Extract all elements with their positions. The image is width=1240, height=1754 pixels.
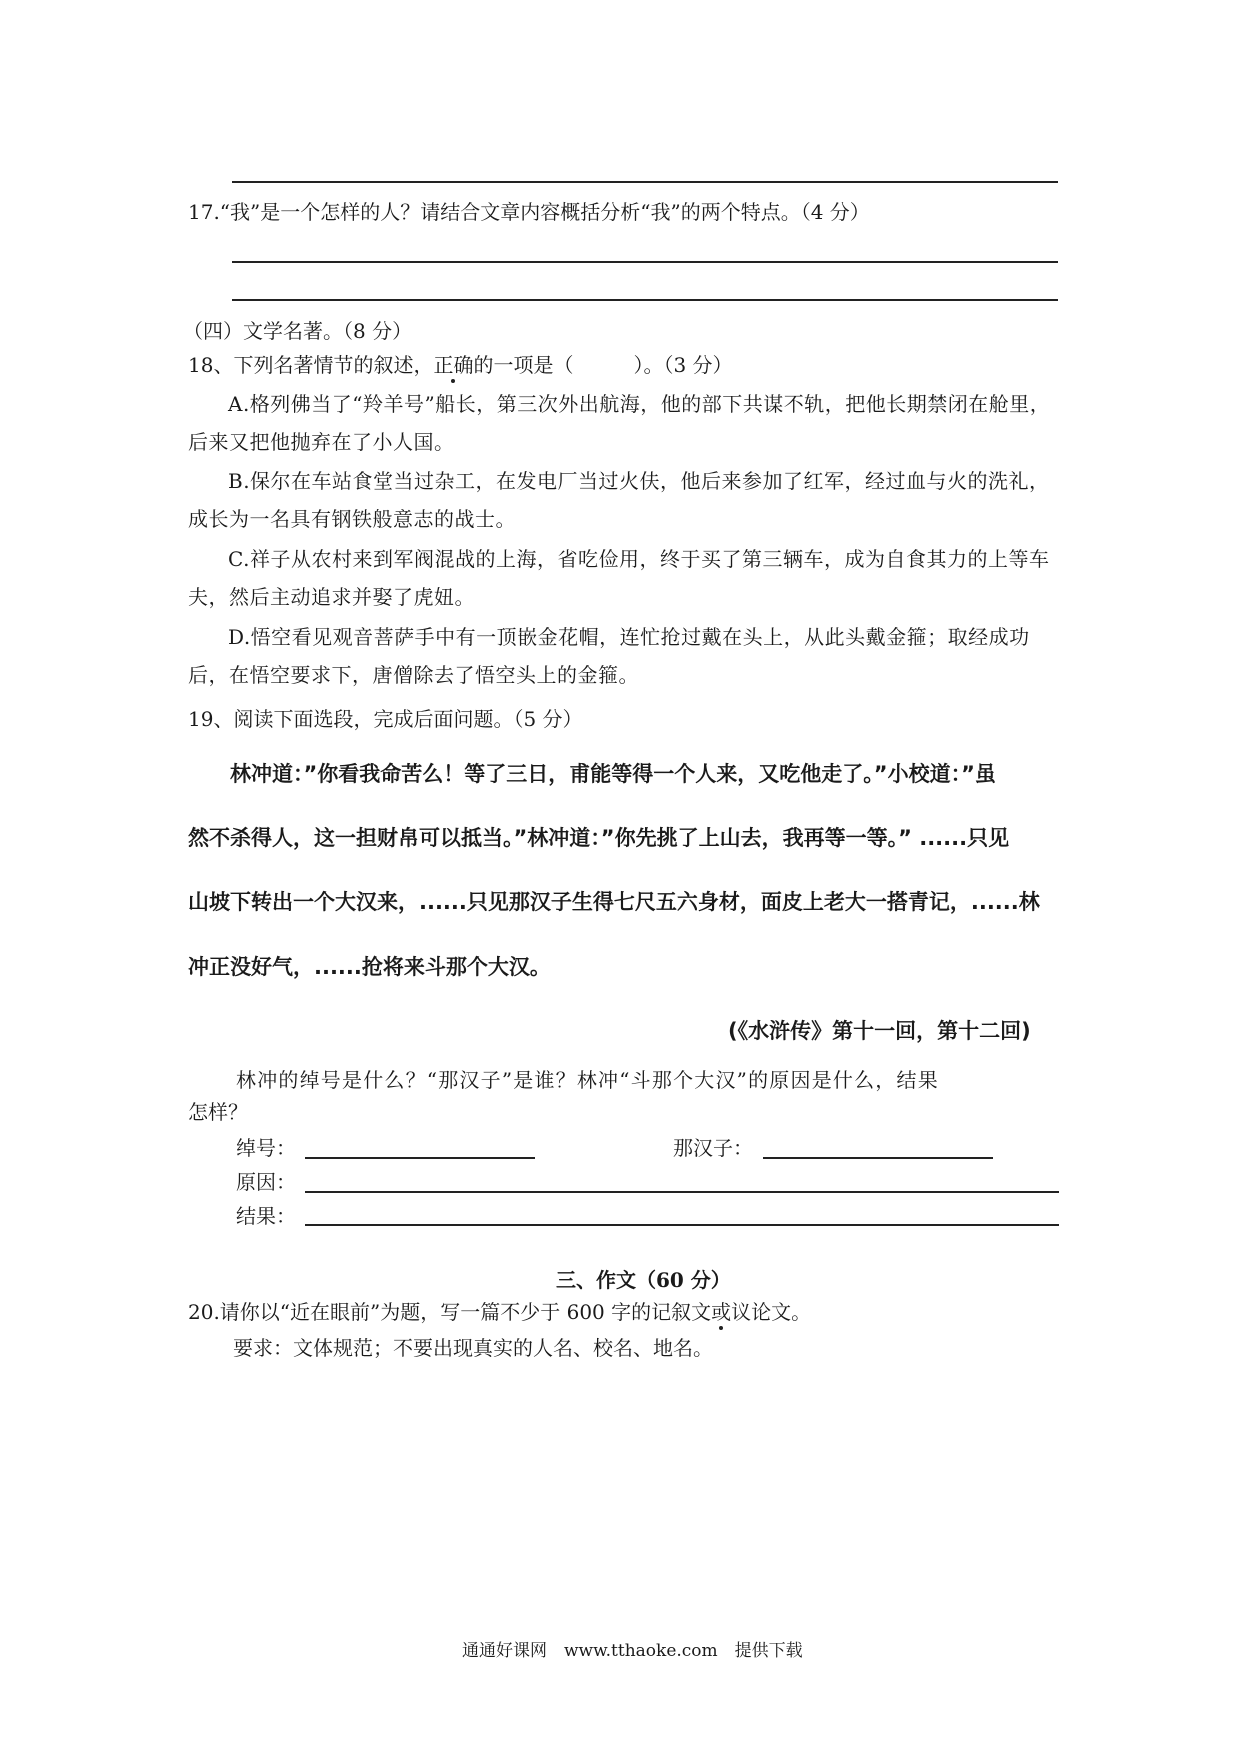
- q18-prompt-after: 的一项是（ ）。（3 分）: [473, 353, 733, 377]
- q18-option-d[interactable]: D.悟空看见观音菩萨手中有一顶嵌金花帽，连忙抢过戴在头上，从此头戴金箍；取经成功后，在悟空要求下，唐僧除去了悟空头上的金箍。: [188, 625, 1030, 687]
- q18-option-a[interactable]: A.格列佛当了“羚羊号”船长，第三次外出航海，他的部下共谋不轨，把他长期禁闭在舱里，后来又把他抛弃在了小人国。: [188, 392, 1051, 454]
- answer-line-nickname[interactable]: [305, 1157, 535, 1159]
- q18-option-c[interactable]: C.祥子从农村来到军阀混战的上海，省吃俭用，终于买了第三辆车，成为自食其力的上等车夫，然后主动追求并娶了虎妞。: [188, 547, 1050, 609]
- q19-question-line-2: 怎样？: [188, 1100, 248, 1124]
- q20-text-after: 议论文。: [731, 1300, 812, 1324]
- answer-line: [232, 181, 1058, 183]
- label-man: 那汉子：: [673, 1136, 753, 1160]
- question-20: [188, 1296, 811, 1325]
- q19-question-line-1: 林冲的绰号是什么？“那汉子”是谁？林冲“斗那个大汉”的原因是什么，结果: [236, 1068, 939, 1092]
- q20-requirement: 要求：文体规范；不要出现真实的人名、校名、地名。: [233, 1336, 713, 1360]
- question-19-prompt: 19、阅读下面选段，完成后面问题。（5 分）: [188, 707, 583, 731]
- answer-line-reason[interactable]: [305, 1191, 1059, 1193]
- question-18-prompt: [188, 349, 733, 378]
- excerpt-source: (《水浒传》第十一回，第十二回): [728, 1019, 1031, 1043]
- q18-prompt-emphasis: 正确: [433, 353, 474, 377]
- excerpt-line-3: 山坡下转出一个大汉来，......只见那汉子生得七尺五六身材，面皮上老大一搭青记，......林: [188, 890, 1040, 914]
- q18-option-b[interactable]: B.保尔在车站食堂当过杂工，在发电厂当过火伕，他后来参加了红军，经过血与火的洗礼，成长为一名具有钢铁般意志的战士。: [188, 469, 1050, 531]
- label-result: 结果：: [236, 1204, 296, 1228]
- section-heading-literature: （四）文学名著。（8 分）: [183, 319, 413, 343]
- label-reason: 原因：: [236, 1170, 296, 1194]
- answer-line-q17-2[interactable]: [232, 299, 1058, 301]
- label-nickname: 绰号：: [236, 1136, 296, 1160]
- question-17: 17.“我”是一个怎样的人？请结合文章内容概括分析“我”的两个特点。（4 分）: [188, 200, 870, 224]
- section-heading-composition: 三、作文（60 分）: [556, 1268, 731, 1292]
- q20-text-before: 20.请你以“近在眼前”为题，写一篇不少于 600 字的记叙文: [188, 1300, 712, 1324]
- answer-line-man[interactable]: [763, 1157, 993, 1159]
- excerpt-line-2: 然不杀得人，这一担财帛可以抵当。”林冲道：”你先挑了上山去，我再等一等。” ......只见: [188, 826, 1010, 850]
- excerpt-line-1: 林冲道：”你看我命苦么！等了三日，甫能等得一个人来，又吃他走了。”小校道：”虽: [230, 762, 996, 786]
- answer-line-q17-1[interactable]: [232, 261, 1058, 263]
- q18-prompt-before: 18、下列名著情节的叙述，: [188, 353, 434, 377]
- q20-emphasis: 或: [711, 1300, 732, 1324]
- page-footer: 通通好课网 www.tthaoke.com 提供下载: [462, 1641, 803, 1661]
- answer-line-result[interactable]: [305, 1224, 1059, 1226]
- excerpt-line-4: 冲正没好气，......抢将来斗那个大汉。: [188, 955, 551, 979]
